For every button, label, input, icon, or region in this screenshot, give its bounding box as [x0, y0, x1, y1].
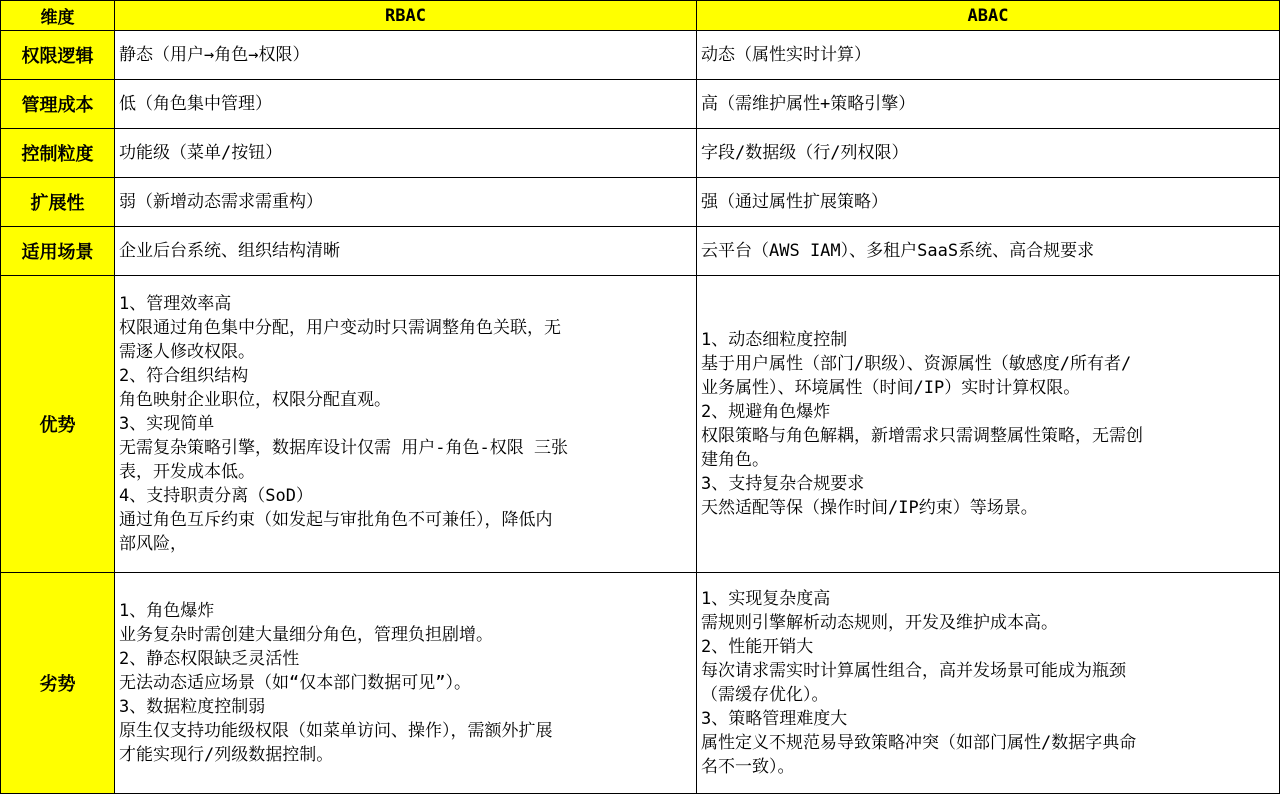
header-abac: ABAC: [697, 1, 1280, 31]
text-line: 1、实现复杂度高: [701, 589, 831, 609]
row-label-management-cost: 管理成本: [1, 80, 115, 129]
rbac-disadvantages-cell: [115, 573, 697, 794]
abac-cell: 字段/数据级（行/列权限）: [697, 129, 1280, 178]
text-line: 权限通过角色集中分配，用户变动时只需调整角色关联，无: [119, 318, 561, 338]
text-line: 业务复杂时需创建大量细分角色，管理负担剧增。: [119, 625, 493, 645]
text-line: 2、静态权限缺乏灵活性: [119, 649, 300, 669]
text-line: 权限策略与角色解耦，新增需求只需调整属性策略，无需创: [701, 426, 1143, 446]
abac-advantages-cell: [697, 276, 1280, 573]
text-line: 需逐人修改权限。: [119, 342, 255, 362]
table-row-disadvantages: [1, 573, 1280, 794]
text-line: 才能实现行/列级数据控制。: [119, 745, 334, 765]
text-line: 角色映射企业职位，权限分配直观。: [119, 390, 391, 410]
text-line: （需缓存优化）。: [701, 685, 829, 705]
rbac-cell: 静态（用户→角色→权限）: [115, 31, 697, 80]
row-label-extensibility: 扩展性: [1, 178, 115, 227]
text-line: 天然适配等保（操作时间/IP约束）等场景。: [701, 498, 1038, 518]
table-row: [1, 178, 1280, 227]
rbac-cell: 弱（新增动态需求需重构）: [115, 178, 697, 227]
row-label-advantages: 优势: [1, 276, 115, 573]
header-rbac: RBAC: [115, 1, 697, 31]
text-line: 无法动态适应场景（如“仅本部门数据可见”）。: [119, 673, 471, 693]
rbac-cell: 功能级（菜单/按钮）: [115, 129, 697, 178]
rbac-cell: 企业后台系统、组织结构清晰: [115, 227, 697, 276]
row-label-disadvantages: 劣势: [1, 573, 115, 794]
text-line: 部风险，: [119, 534, 187, 554]
text-line: 原生仅支持功能级权限（如菜单访问、操作），需额外扩展: [119, 721, 553, 741]
table-row: [1, 129, 1280, 178]
header-dimension: 维度: [1, 1, 115, 31]
row-label-scenarios: 适用场景: [1, 227, 115, 276]
text-line: 名不一致）。: [701, 757, 795, 777]
text-line: 1、角色爆炸: [119, 601, 215, 621]
abac-cell: 动态（属性实时计算）: [697, 31, 1280, 80]
abac-cell: 高（需维护属性+策略引擎）: [697, 80, 1280, 129]
row-label-granularity: 控制粒度: [1, 129, 115, 178]
table-row: [1, 31, 1280, 80]
abac-cell: 云平台（AWS IAM）、多租户SaaS系统、高合规要求: [697, 227, 1280, 276]
table-row: [1, 227, 1280, 276]
text-line: 3、实现简单: [119, 414, 215, 434]
abac-cell: 强（通过属性扩展策略）: [697, 178, 1280, 227]
text-line: 2、规避角色爆炸: [701, 402, 831, 422]
rbac-cell: 低（角色集中管理）: [115, 80, 697, 129]
text-line: 2、符合组织结构: [119, 366, 249, 386]
text-line: 建角色。: [701, 450, 769, 470]
text-line: 3、数据粒度控制弱: [119, 697, 266, 717]
text-line: 无需复杂策略引擎，数据库设计仅需 用户-角色-权限 三张: [119, 438, 568, 458]
text-line: 基于用户属性（部门/职级）、资源属性（敏感度/所有者/: [701, 354, 1132, 374]
text-line: 属性定义不规范易导致策略冲突（如部门属性/数据字典命: [701, 733, 1137, 753]
text-line: 业务属性）、环境属性（时间/IP）实时计算权限。: [701, 378, 1081, 398]
text-line: 1、管理效率高: [119, 294, 232, 314]
text-line: 2、性能开销大: [701, 637, 814, 657]
table-row: [1, 80, 1280, 129]
text-line: 3、支持复杂合规要求: [701, 474, 865, 494]
table-row-advantages: [1, 276, 1280, 573]
text-line: 通过角色互斥约束（如发起与审批角色不可兼任），降低内: [119, 510, 553, 530]
text-line: 1、动态细粒度控制: [701, 330, 848, 350]
text-line: 每次请求需实时计算属性组合，高并发场景可能成为瓶颈: [701, 661, 1126, 681]
text-line: 3、策略管理难度大: [701, 709, 848, 729]
abac-disadvantages-cell: [697, 573, 1280, 794]
text-line: 4、支持职责分离（SoD）: [119, 486, 313, 506]
text-line: 表，开发成本低。: [119, 462, 255, 482]
header-row: [1, 1, 1280, 31]
row-label-permission-logic: 权限逻辑: [1, 31, 115, 80]
text-line: 需规则引擎解析动态规则，开发及维护成本高。: [701, 613, 1058, 633]
rbac-advantages-cell: [115, 276, 697, 573]
